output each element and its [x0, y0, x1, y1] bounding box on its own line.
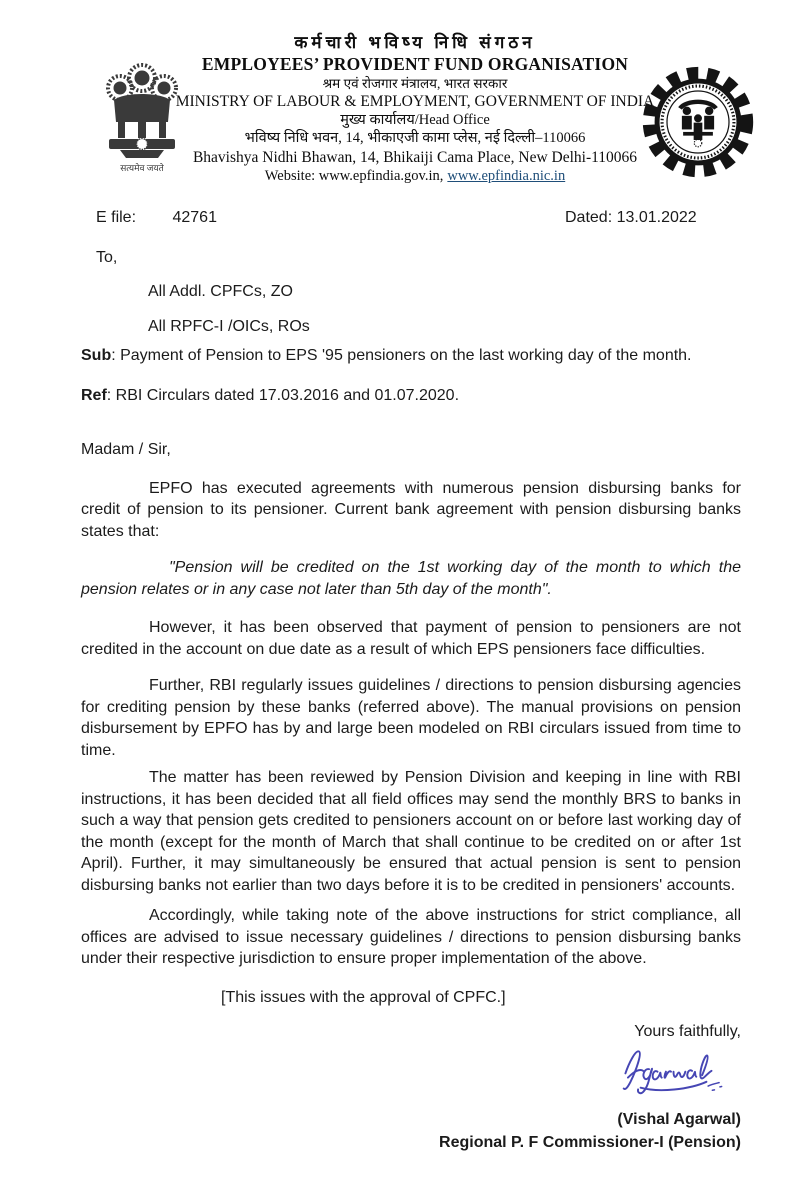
- reference-text: : RBI Circulars dated 17.03.2016 and 01.07.2020.: [106, 386, 460, 404]
- efile-number: 42761: [172, 209, 217, 226]
- reference-label: Ref: [81, 386, 107, 404]
- ministry-hindi: श्रम एवं रोजगार मंत्रालय, भारत सरकार: [322, 76, 508, 91]
- emblem-motto: सत्यमेव जयते: [120, 163, 164, 173]
- head-office-line: मुख्य कार्यालय/Head Office: [340, 112, 490, 128]
- website-line: [130, 167, 700, 185]
- subject-line: [81, 345, 741, 367]
- file-meta-row: [81, 207, 741, 229]
- paragraph-decision: The matter has been reviewed by Pension Division and keeping in line with RBI instructions, it has been decided that all field offices may send the monthly BRS to banks in such a way that pension gets credited to pensioners account on or before last working day of the month (except for the month of March that shall continue to be credited on or after 1st April). Further, it may simultaneously be ensured that actual pension is sent to pension disbursing banks not earlier than two days before it is to be credited in pensioners' accounts.: [81, 769, 741, 894]
- salutation: Madam / Sir,: [81, 441, 171, 458]
- paragraph-rbi: Further, RBI regularly issues guidelines / directions to pension disbursing agencies for crediting pension by these banks (referred above). The manual provisions on pension disbursement by EPFO has by and large been modeled on RBI circulars issued from time to time.: [81, 677, 741, 759]
- paragraph-however: However, it has been observed that payment of pension to pensioners are not credited in the account on due date as a result of which EPS pensioners face difficulties.: [81, 619, 741, 658]
- reference-line: [81, 385, 741, 407]
- efile-label: E file:: [96, 209, 137, 226]
- signatory-title: Regional P. F Commissioner-I (Pension): [439, 1134, 741, 1151]
- paragraph-quote: "Pension will be credited on the 1st working day of the month to which the pension relates or in any case not later than 5th day of the month".: [81, 559, 741, 598]
- website-label: Website: www.epfindia.gov.in,: [264, 168, 444, 184]
- valediction: Yours faithfully,: [634, 1023, 741, 1040]
- recipient-line: All Addl. CPFCs, ZO: [148, 283, 293, 300]
- letterhead: [130, 33, 700, 185]
- org-name-english: EMPLOYEES’ PROVIDENT FUND ORGANISATION: [201, 54, 629, 74]
- signatory-name: (Vishal Agarwal): [617, 1110, 741, 1128]
- letter-body: [81, 207, 741, 1154]
- date-line: Dated: 13.01.2022: [565, 209, 697, 226]
- paragraph-compliance: Accordingly, while taking note of the above instructions for strict compliance, all offices are advised to issue necessary guidelines / directions to pension disbursing banks under their respective jurisdiction to ensure proper implementation of the above.: [81, 907, 741, 967]
- subject-label: Sub: [81, 347, 112, 364]
- org-name-hindi: कर्मचारी भविष्य निधि संगठन: [294, 33, 536, 52]
- paragraph-intro: EPFO has executed agreements with numerous pension disbursing banks for credit of pension to its pensioner. Current bank agreement with pension disbursing banks states that:: [81, 479, 741, 540]
- ministry-english: MINISTRY OF LABOUR & EMPLOYMENT, GOVERNMENT OF INDIA: [175, 93, 655, 110]
- address-hindi: भविष्य निधि भवन, 14, भीकाएजी कामा प्लेस, नई दिल्ली–110066: [244, 130, 586, 146]
- recipient-line: All RPFC-I /OICs, ROs: [148, 317, 310, 335]
- signature-image: [81, 1043, 741, 1097]
- to-label: To,: [96, 248, 118, 266]
- subject-text: : Payment of Pension to EPS '95 pensioners on the last working day of the month.: [111, 347, 692, 364]
- website-link[interactable]: www.epfindia.nic.in: [447, 168, 566, 184]
- address-english: Bhavishya Nidhi Bhawan, 14, Bhikaiji Cama Place, New Delhi-110066: [192, 149, 638, 166]
- approval-note: [This issues with the approval of CPFC.]: [221, 988, 506, 1006]
